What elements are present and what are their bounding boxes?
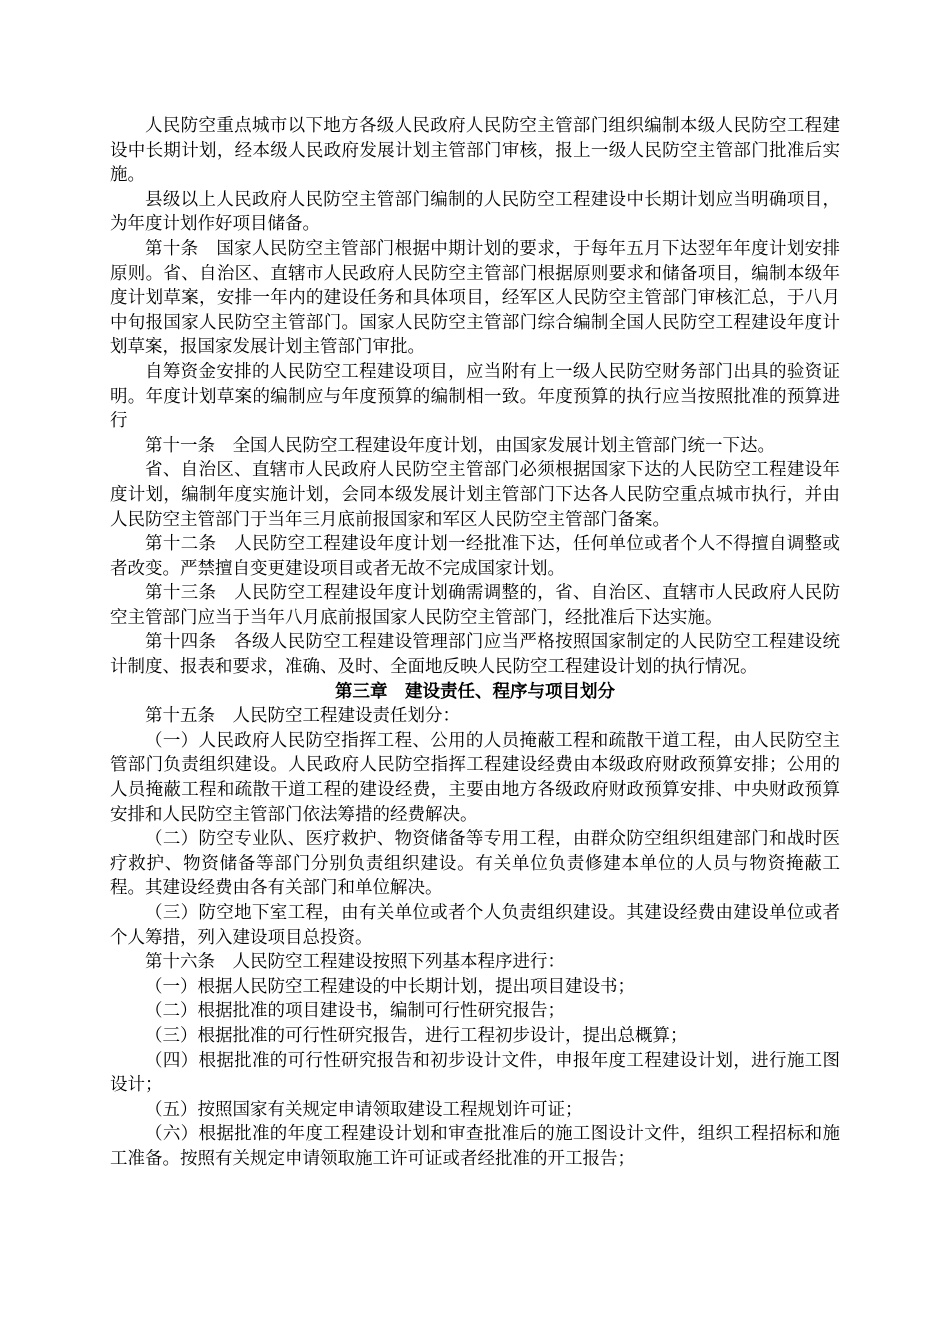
list-item: （六）根据批准的年度工程建设计划和审查批准后的施工图设计文件，组织工程招标和施工准备。按照有关规定申请领取施工许可证或者经批准的开工报告； xyxy=(110,1124,840,1169)
paragraph: 人民防空重点城市以下地方各级人民政府人民防空主管部门组织编制本级人民防空工程建设中长期计划，经本级人民政府发展计划主管部门审核，报上一级人民防空主管部门批准后实施。 xyxy=(110,116,840,186)
list-item: （二）根据批准的项目建设书，编制可行性研究报告； xyxy=(145,1001,565,1022)
list-item: （二）防空专业队、医疗救护、物资储备等专用工程，由群众防空组织组建部门和战时医疗救护、物资储备等部门分别负责组织建设。有关单位负责修建本单位的人员与物资掩蔽工程。其建设经费由各有关部门和单位解决。 xyxy=(110,829,840,899)
article-13-paragraph: 第十三条 人民防空工程建设年度计划确需调整的，省、自治区、直辖市人民政府人民防空主管部门应当于当年八月底前报国家人民防空主管部门，经批准后下达实施。 xyxy=(110,583,840,628)
list-item: （一）根据人民防空工程建设的中长期计划，提出项目建设书； xyxy=(145,976,635,997)
paragraph: 省、自治区、直辖市人民政府人民防空主管部门必须根据国家下达的人民防空工程建设年度计划，编制年度实施计划，会同本级发展计划主管部门下达各人民防空重点城市执行，并由人民防空主管部门于当年三月底前报国家和军区人民防空主管部门备案。 xyxy=(110,460,840,530)
article-16-paragraph: 第十六条 人民防空工程建设按照下列基本程序进行： xyxy=(145,952,565,973)
list-item: （四）根据批准的可行性研究报告和初步设计文件，申报年度工程建设计划，进行施工图设计； xyxy=(110,1050,840,1096)
article-15-paragraph: 第十五条 人民防空工程建设责任划分： xyxy=(145,706,460,727)
list-item: （三）防空地下室工程，由有关单位或者个人负责组织建设。其建设经费由建设单位或者个人筹措，列入建设项目总投资。 xyxy=(110,903,840,948)
article-11-paragraph: 第十一条 全国人民防空工程建设年度计划，由国家发展计划主管部门统一下达。 xyxy=(145,435,775,456)
paragraph: 县级以上人民政府人民防空主管部门编制的人民防空工程建设中长期计划应当明确项目，为年度计划作好项目储备。 xyxy=(110,189,840,235)
article-10-paragraph: 第十条 国家人民防空主管部门根据中期计划的要求，于每年五月下达翌年年度计划安排原则。省、自治区、直辖市人民政府人民防空主管部门根据原则要求和储备项目，编制本级年度计划草案，安排一年内的建设任务和具体项目，经军区人民防空主管部门审核汇总，于八月中旬报国家人民防空主管部门。国家人民防空主管部门综合编制全国人民防空工程建设年度计划草案，报国家发展计划主管部门审批。 xyxy=(110,238,840,358)
chapter-heading: 第三章 建设责任、程序与项目划分 xyxy=(335,681,615,702)
list-item: （三）根据批准的可行性研究报告，进行工程初步设计，提出总概算； xyxy=(145,1025,688,1046)
list-item: （一）人民政府人民防空指挥工程、公用的人员掩蔽工程和疏散干道工程，由人民防空主管部门负责组织建设。人民政府人民防空指挥工程建设经费由本级政府财政预算安排；公用的人员掩蔽工程和疏散干道工程的建设经费，主要由地方各级政府财政预算安排、中央财政预算安排和人民防空主管部门依法筹措的经费解决。 xyxy=(110,730,840,825)
list-item: （五）按照国家有关规定申请领取建设工程规划许可证； xyxy=(145,1099,583,1120)
article-14-paragraph: 第十四条 各级人民防空工程建设管理部门应当严格按照国家制定的人民防空工程建设统计制度、报表和要求，准确、及时、全面地反映人民防空工程建设计划的执行情况。 xyxy=(110,632,840,678)
article-12-paragraph: 第十二条 人民防空工程建设年度计划一经批准下达，任何单位或者个人不得擅自调整或者改变。严禁擅自变更建设项目或者无故不完成国家计划。 xyxy=(110,534,840,579)
document-page xyxy=(110,114,840,1172)
paragraph: 自筹资金安排的人民防空工程建设项目，应当附有上一级人民防空财务部门出具的验资证明。年度计划草案的编制应与年度预算的编制相一致。年度预算的执行应当按照批准的预算进行 xyxy=(110,361,840,432)
